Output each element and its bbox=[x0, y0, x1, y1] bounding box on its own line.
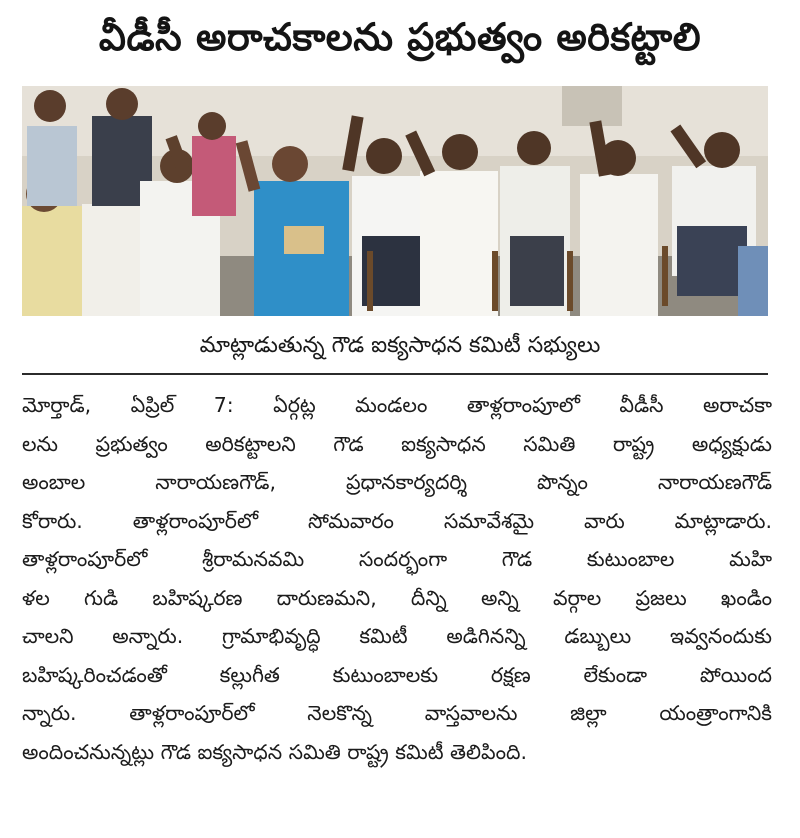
body-line: ళల గుడి బహిష్కరణ దారుణమని, దీన్ని అన్ని వర్గాల ప్రజలు ఖండిం bbox=[22, 585, 772, 610]
body-line: కోరారు. తాళ్లరాంపూర్‌లో సోమవారం సమావేశమై వారు మాట్లాడారు. bbox=[22, 508, 772, 533]
body-line: అందించనున్నట్లు గౌడ ఐక్యసాధన సమితి రాష్ట్ర కమిటీ తెలిపింది. bbox=[22, 739, 527, 764]
body-line: మోర్తాడ్, ఏప్రిల్ 7: ఏర్గట్ల మండలం తాళ్లరాంపూలో వీడీసీ అరాచకా bbox=[22, 393, 772, 417]
body-line: న్నారు. తాళ్లరాంపూర్‌లో నెలకొన్న వాస్తవాలను జిల్లా యంత్రాంగానికి bbox=[22, 701, 772, 725]
body-line: చాలని అన్నారు. గ్రామాభివృద్ధి కమిటీ అడిగినన్ని డబ్బులు ఇవ్వనందుకు bbox=[22, 624, 772, 648]
news-photo bbox=[22, 86, 768, 316]
body-line: అంబాల నారాయణగౌడ్, ప్రధానకార్యదర్శి పొన్నం నారాయణగౌడ్ bbox=[22, 470, 772, 494]
body-line: బహిష్కరించడంతో కల్లుగీత కుటుంబాలకు రక్షణ లేకుండా పోయింద bbox=[22, 662, 772, 687]
body-line: లను ప్రభుత్వం అరికట్టాలని గౌడ ఐక్యసాధన సమితి రాష్ట్ర అధ్యక్షుడు bbox=[22, 431, 772, 456]
divider bbox=[22, 373, 768, 375]
body-line: తాళ్లరాంపూర్‌లో శ్రీరామనవమి సందర్భంగా గౌడ కుటుంబాల మహి bbox=[22, 547, 772, 571]
headline: వీడీసీ అరాచకాలను ప్రభుత్వం అరికట్టాలి bbox=[98, 15, 702, 59]
article-body bbox=[22, 386, 772, 771]
photo-caption: మాట్లాడుతున్న గౌడ ఐక్యసాధన కమిటీ సభ్యులు bbox=[199, 333, 601, 358]
